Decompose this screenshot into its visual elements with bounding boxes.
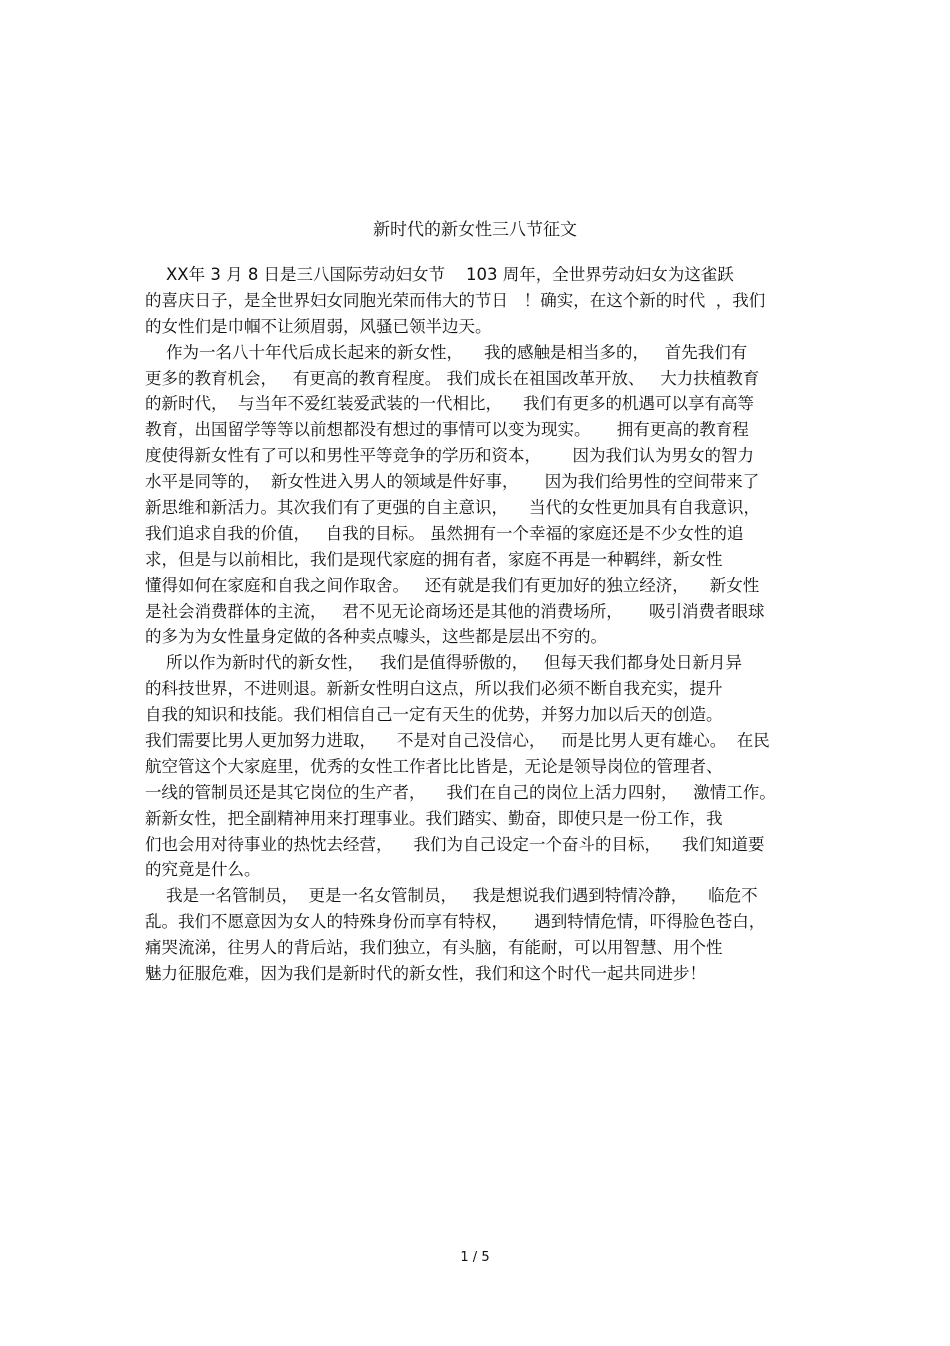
text-line: 更多的教育机会， 有更高的教育程度。 我们成长在祖国改革开放、 大力扶植教育 (145, 368, 760, 388)
document-title: 新时代的新女性三八节征文 (373, 220, 577, 240)
text-line: 我们追求自我的价值， 自我的目标。 虽然拥有一个幸福的家庭还是不少女性的追 (145, 523, 744, 543)
text-line: 们也会用对待事业的热忱去经营， 我们为自己设定一个奋斗的目标， 我们知道要 (145, 834, 765, 854)
text-line: 一线的管制员还是其它岗位的生产者， 我们在自己的岗位上活力四射， 激情工作。 (145, 782, 776, 802)
text-line: XX年 3 月 8 日是三八国际劳动妇女节 103 周年，全世界劳动妇女为这雀跃 (145, 265, 734, 284)
text-line: 航空管这个大家庭里，优秀的女性工作者比比皆是，无论是领导岗位的管理者、 (145, 756, 723, 776)
text-line: 自我的知识和技能。我们相信自己一定有天生的优势，并努力加以后天的创造。 (145, 705, 723, 725)
text-line: 教育，出国留学等等以前想都没有想过的事情可以变为现实。 拥有更高的教育程 (145, 420, 749, 440)
document-body (145, 262, 815, 987)
text-line: 痛哭流涕，往男人的背后站，我们独立，有头脑，有能耐，可以用智慧、用个性 (145, 938, 723, 958)
text-line: 新思维和新活力。其次我们有了更强的自主意识， 当代的女性更加具有自我意识， (145, 498, 760, 518)
text-line: 的喜庆日子，是全世界妇女同胞光荣而伟大的节日 ！确实，在这个新的时代 ，我们 (145, 290, 766, 310)
text-line: 水平是同等的， 新女性进入男人的领域是件好事， 因为我们给男性的空间带来了 (145, 472, 760, 492)
text-line: 的科技世界，不进则退。新新女性明白这点，所以我们必须不断自我充实，提升 (145, 679, 723, 699)
text-line: 求，但是与以前相比，我们是现代家庭的拥有者，家庭不再是一种羁绊，新女性 (145, 549, 723, 569)
page-number: 1 / 5 (460, 1250, 490, 1265)
text-line: 的女性们是巾帼不让须眉弱，风骚已领半边天。 (145, 316, 492, 336)
text-line: 乱。我们不愿意因为女人的特殊身份而享有特权， 遇到特情危情，吓得脸色苍白， (145, 912, 766, 932)
text-line: 的新时代， 与当年不爱红装爱武装的一代相比， 我们有更多的机遇可以享有高等 (145, 394, 754, 414)
text-line: 新新女性，把全副精神用来打理事业。我们踏实、勤奋，即使只是一份工作，我 (145, 808, 723, 828)
text-line: 懂得如何在家庭和自我之间作取舍。 还有就是我们有更加好的独立经济， 新女性 (145, 575, 760, 595)
text-line: 作为一名八十年代后成长起来的新女性， 我的感触是相当多的， 首先我们有 (145, 342, 748, 362)
text-line: 我们需要比男人更加努力进取， 不是对自己没信心， 而是比男人更有雄心。 在民 (145, 731, 770, 751)
text-line: 的多为为女性量身定做的各种卖点噱头，这些都是层出不穷的。 (145, 627, 607, 647)
text-line: 的究竟是什么。 (145, 860, 261, 880)
text-line: 是社会消费群体的主流， 君不见无论商场还是其他的消费场所， 吸引消费者眼球 (145, 601, 765, 621)
text-line: 魅力征服危难，因为我们是新时代的新女性，我们和这个时代一起共同进步！ (145, 964, 706, 984)
text-line: 我是一名管制员， 更是一名女管制员， 我是想说我们遇到特情冷静， 临危不 (145, 886, 758, 906)
text-line: 度使得新女性有了可以和男性平等竞争的学历和资本， 因为我们认为男女的智力 (145, 446, 754, 466)
text-line: 所以作为新时代的新女性， 我们是值得骄傲的， 但每天我们都身处日新月异 (145, 653, 742, 673)
